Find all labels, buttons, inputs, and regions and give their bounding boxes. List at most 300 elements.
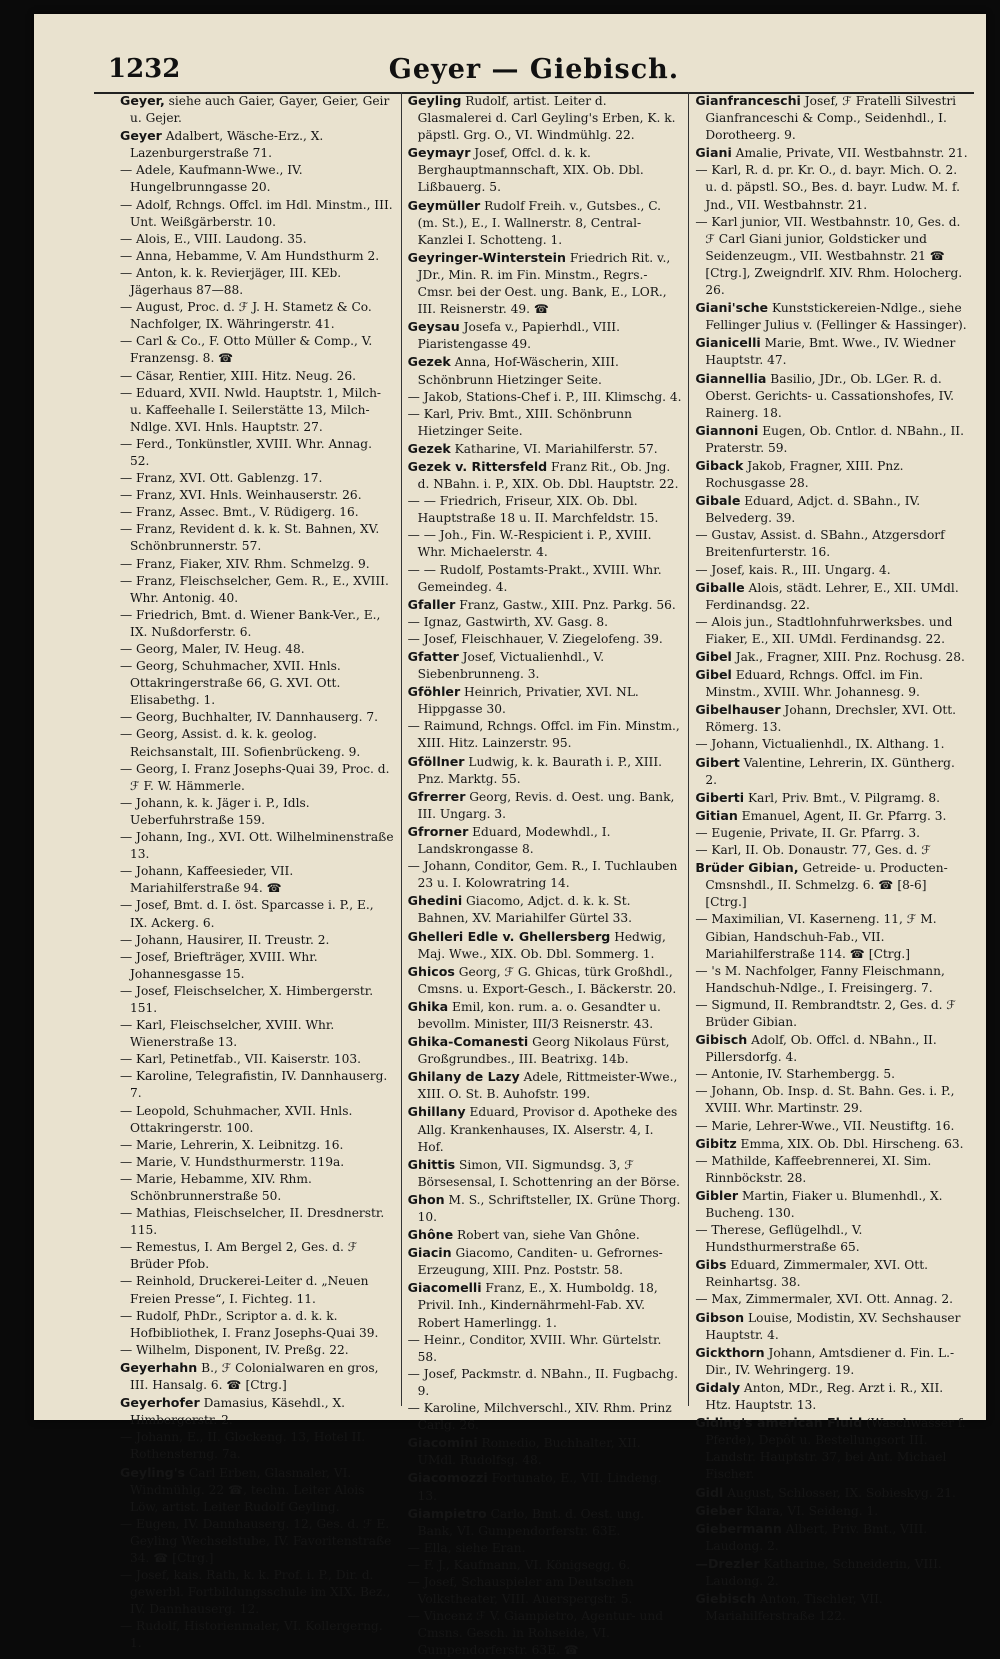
entry-details: Klara, VI. Seideng. 1. xyxy=(742,1503,879,1518)
directory-entry xyxy=(695,144,970,162)
entry-details: siehe auch Gaier, Gayer, Geier, Geir u. Gejer. xyxy=(130,94,390,126)
entry-surname: Gezek v. Rittersfeld xyxy=(407,458,548,474)
entry-surname: Giacomozzi xyxy=(407,1470,488,1486)
entry-details: Carl Erben, Glasmaler, VI. Windmühlg. 22 ☎, techn. Leiter Alois Löw, artist. Leiter Rudolf Geyling. xyxy=(130,1465,365,1514)
directory-entry xyxy=(408,493,683,527)
page-header xyxy=(94,52,974,94)
entry-details: — Rudolf, PhDr., Scriptor a. d. k. k. Hofbibliothek, I. Franz Josephs-Quai 39. xyxy=(120,1308,379,1340)
directory-entry xyxy=(408,1608,683,1659)
directory-entry xyxy=(408,249,683,318)
entry-details: — Eduard, XVII. Nwld. Hauptstr. 1, Milch- u. Kaffeehalle I. Seilerstätte 13, Milch-Ndlge. XVI. Hnls. Hauptstr. 27. xyxy=(120,385,382,434)
directory-entry xyxy=(120,299,395,333)
directory-entry xyxy=(695,789,970,807)
entry-details: — — Friedrich, Friseur, XIX. Ob. Dbl. Hauptstraße 18 u. II. Marchfeldstr. 15. xyxy=(407,494,659,526)
directory-entry xyxy=(408,1191,683,1226)
entry-surname: Gieber xyxy=(695,1502,743,1518)
entry-details: — Josef, Schauspieler am Deutschen Volkstheater, VIII. Auerspergstr. 5. xyxy=(407,1574,634,1607)
directory-entry xyxy=(408,389,683,406)
directory-entry xyxy=(408,92,683,144)
entry-surname: Gibel xyxy=(695,649,732,664)
directory-entry xyxy=(695,299,970,334)
directory-entry xyxy=(120,932,395,949)
entry-surname: Giacomini xyxy=(407,1435,478,1451)
entry-details: — Mathilde, Kaffeebrennerei, XI. Sim. Rinnböckstr. 28. xyxy=(695,1153,932,1185)
directory-entry xyxy=(695,1066,970,1083)
entry-details: Georg, Revis. d. Oest. ung. Bank, III. Ungarg. 3. xyxy=(417,789,675,821)
directory-entry xyxy=(695,911,970,962)
entry-details: Carlo, Bmt. d. Oest. ung. Bank, VI. Gumpendorferstr. 63E. xyxy=(417,1506,645,1538)
entry-surname: Ghika xyxy=(407,998,449,1014)
entry-details: — Sigmund, II. Rembrandtstr. 2, Ges. d. ℱ Brüder Gibian. xyxy=(695,997,956,1029)
entry-details: — Anna, Hebamme, V. Am Hundsthurm 2. xyxy=(120,248,380,263)
directory-entry xyxy=(120,1205,395,1239)
directory-entry xyxy=(695,1555,970,1590)
entry-surname: Giballe xyxy=(695,579,745,595)
entry-details: — Adolf, Rchngs. Offcl. im Hdl. Minstm., III. Unt. Weißgärberstr. 10. xyxy=(120,197,393,229)
entry-details: — Georg, Assist. d. k. k. geolog. Reichsanstalt, III. Sofienbrückeng. 9. xyxy=(120,727,361,759)
entry-details: — Marie, V. Hundsthurmerstr. 119a. xyxy=(120,1154,345,1169)
column-1 xyxy=(114,92,402,1651)
directory-entry xyxy=(695,648,970,666)
entry-details: — Alois, E., VIII. Laudong. 35. xyxy=(120,231,307,246)
directory-entry xyxy=(695,1187,970,1222)
directory-entry xyxy=(695,859,970,911)
entry-details: — Marie, Hebamme, XIV. Rhm. Schönbrunnerstraße 50. xyxy=(120,1171,312,1203)
entry-surname: Gfrerrer xyxy=(407,788,466,804)
directory-entry xyxy=(695,807,970,825)
entry-surname: Gibson xyxy=(695,1309,745,1325)
directory-entry xyxy=(120,709,395,726)
directory-entry xyxy=(120,333,395,367)
entry-details: — Georg, Schuhmacher, XVII. Hnls. Ottakringerstraße 66, G. XVI. Ott. Elisabethg. 1. xyxy=(120,659,341,708)
entry-surname: Geyling xyxy=(407,93,462,108)
directory-entry xyxy=(408,1400,683,1434)
entry-surname: Geyerhahn xyxy=(120,1359,198,1375)
entry-details: — Leopold, Schuhmacher, XVII. Hnls. Ottakringerstr. 100. xyxy=(120,1103,353,1135)
directory-entry xyxy=(695,736,970,753)
entry-details: — Raimund, Rchngs. Offcl. im Fin. Minstm., XIII. Hitz. Lainzerstr. 95. xyxy=(407,719,680,751)
directory-entry xyxy=(120,1154,395,1171)
directory-entry xyxy=(695,1083,970,1117)
entry-details: — August, Proc. d. ℱ J. H. Stametz & Co. Nachfolger, IX. Währingerstr. 41. xyxy=(120,300,372,332)
entry-details: — Georg, I. Franz Josephs-Quai 39, Proc. d. ℱ F. W. Hämmerle. xyxy=(120,761,390,793)
directory-entry xyxy=(695,1118,970,1135)
entry-details: — Franz, Fleischselcher, Gem. R., E., XVIII. Whr. Antonig. 40. xyxy=(120,573,389,605)
entry-details: — Franz, Fiaker, XIV. Rhm. Schmelzg. 9. xyxy=(120,556,370,571)
directory-entry xyxy=(408,963,683,998)
column-3 xyxy=(689,92,976,1624)
directory-entry xyxy=(120,1273,395,1307)
directory-entry xyxy=(408,614,683,631)
entry-surname: Giani'sche xyxy=(695,300,769,316)
entry-details: Martin, Fiaker u. Blumenhdl., X. Bucheng. 130. xyxy=(705,1188,943,1220)
directory-entry xyxy=(120,658,395,709)
entry-details: Giacomo, Adjct. d. k. k. St. Bahnen, XV. Mariahilfer Gürtel 33. xyxy=(417,894,632,926)
entry-details: — Adele, Kaufmann-Wwe., IV. Hungelbrunngasse 20. xyxy=(120,163,303,195)
directory-entry xyxy=(408,1156,683,1191)
directory-entry xyxy=(408,631,683,648)
directory-entry xyxy=(695,370,970,422)
directory-entry xyxy=(695,1344,970,1379)
entry-details: Romedio, Buchhalter, XII. UMdl. Rudolfsg. 48. xyxy=(417,1436,641,1468)
entry-details: — Karl junior, VII. Westbahnstr. 10, Ges. d. ℱ Carl Giani junior, Goldsticker und Seidenzeugm., VII. Westbahnstr. 21 ☎ [Ctrg.], Zweigndrlf. XIV. Rhm. Holocherg. 26. xyxy=(695,214,963,298)
entry-details: — Jakob, Stations-Chef i. P., III. Klimschg. 4. xyxy=(407,389,682,404)
entry-details: — — Joh., Fin. W.-Respicient i. P., XVIII. Whr. Michaelerstr. 4. xyxy=(407,528,652,560)
directory-entry xyxy=(695,1031,970,1066)
entry-details: M. S., Schriftsteller, IX. Grüne Thorg. 10. xyxy=(417,1192,681,1224)
directory-entry xyxy=(408,858,683,892)
entry-details: — Franz, Revident d. k. k. St. Bahnen, XV. Schönbrunnerstr. 57. xyxy=(120,522,380,554)
entry-surname: Gfrorner xyxy=(407,823,469,839)
entry-details: — Gustav, Assist. d. SBahn., Atzgersdorf Breitenfurterstr. 16. xyxy=(695,528,945,560)
directory-entry xyxy=(408,788,683,823)
entry-details: Ludwig, k. k. Baurath i. P., XIII. Pnz. Marktg. 55. xyxy=(417,754,663,786)
directory-entry xyxy=(408,1366,683,1400)
entry-details: — Johann, Hausirer, II. Treustr. 2. xyxy=(120,932,330,947)
entry-surname: Gibs xyxy=(695,1257,727,1273)
entry-details: — Max, Zimmermaler, XVI. Ott. Annag. 2. xyxy=(695,1292,953,1307)
entry-surname: Ghon xyxy=(407,1191,445,1207)
directory-page xyxy=(34,14,986,1658)
entry-surname: Ghelleri Edle v. Ghellersberg xyxy=(407,928,611,944)
directory-entry xyxy=(695,842,970,859)
entry-surname: Ghône xyxy=(407,1227,454,1243)
directory-entry xyxy=(408,1574,683,1608)
entry-details: Jak., Fragner, XIII. Pnz. Rochusg. 28. xyxy=(731,650,965,664)
entry-details: Friedrich Rit. v., JDr., Min. R. im Fin. Minstm., Regrs.-Cmsr. bei der Oest. ung. Bank, E., LOR., III. Reisnerstr. 49. ☎ xyxy=(417,250,671,317)
directory-entry xyxy=(120,949,395,983)
entry-details: — Maximilian, VI. Kaserneng. 11, ℱ M. Gibian, Handschuh-Fab., VII. Mariahilferstraße 114. ☎ [Ctrg.] xyxy=(695,912,937,961)
entry-details: Georg Nikolaus Fürst, Großgrundbes., III. Beatrixg. 14b. xyxy=(417,1035,670,1067)
entry-surname: Geyling's xyxy=(120,1464,186,1480)
directory-entry xyxy=(120,795,395,829)
entry-details: — Johann, Ob. Insp. d. St. Bahn. Ges. i. P., XVIII. Whr. Martinstr. 29. xyxy=(695,1084,955,1116)
entry-details: Eduard, Rchngs. Offcl. im Fin. Minstm., XVIII. Whr. Johannesg. 9. xyxy=(705,668,923,700)
entry-details: — Ignaz, Gastwirth, XV. Gasg. 8. xyxy=(407,614,608,629)
entry-details: Eduard, Adjct. d. SBahn., IV. Belvederg. 39. xyxy=(705,494,921,526)
directory-entry xyxy=(120,436,395,470)
directory-entry xyxy=(695,701,970,736)
directory-entry xyxy=(695,579,970,614)
directory-entry xyxy=(695,1222,970,1256)
directory-entry xyxy=(695,162,970,213)
entry-details: Johann, Drechsler, XVI. Ott. Römerg. 13. xyxy=(705,703,957,735)
entry-details: Emanuel, Agent, II. Gr. Pfarrg. 3. xyxy=(737,808,947,823)
entry-details: — Eugen, IV. Dannhauserg. 12, Ges. d. ℱ E. Geyling Wechselstube, IV. Favoritenstraße 34. ☎ [Ctrg.] xyxy=(120,1516,392,1565)
entry-details: B., ℱ Colonialwaren en gros, III. Hansalg. 6. ☎ [Ctrg.] xyxy=(130,1360,379,1393)
entry-surname: Giding's american Fluid xyxy=(695,1415,863,1431)
entry-details: Adolf, Ob. Offcl. d. NBahn., II. Pillersdorfg. 4. xyxy=(705,1033,937,1065)
entry-details: — Johann, Ing., XVI. Ott. Wilhelminenstraße 13. xyxy=(120,830,394,862)
directory-entry xyxy=(695,825,970,842)
entry-details: Louise, Modistin, XV. Sechshauser Hauptstr. 4. xyxy=(705,1310,961,1342)
directory-entry xyxy=(408,1033,683,1068)
entry-details: Adalbert, Wäsche-Erz., X. Lazenburgerstraße 71. xyxy=(130,129,324,161)
entry-details: Katharine, VI. Mariahilferstr. 57. xyxy=(450,441,658,456)
entry-details: Robert van, siehe Van Ghône. xyxy=(453,1228,640,1243)
directory-entry xyxy=(695,1484,970,1502)
entry-details: Josef, Victualienhdl., V. Siebenbrunneng. 3. xyxy=(417,650,605,682)
directory-entry xyxy=(408,1540,683,1557)
column-2 xyxy=(402,92,690,1658)
entry-surname: Giannoni xyxy=(695,422,759,438)
entry-surname: Gidl xyxy=(695,1484,724,1500)
directory-entry xyxy=(695,1256,970,1291)
directory-entry xyxy=(120,863,395,897)
entry-details: August, Schlosser, IX. Sobieskyg. 21. xyxy=(723,1485,956,1500)
directory-entry xyxy=(120,726,395,760)
directory-entry xyxy=(120,1308,395,1342)
entry-details: — Vincenz ℱ V. Giampietro, Agentur- und Cmsns. Gesch. in Rohseide, VI. Gumpendorferstr. 63E. ☎ xyxy=(407,1609,664,1658)
entry-details: — Reinhold, Druckerei-Leiter d. „Neuen Freien Presse“, I. Fichteg. 11. xyxy=(120,1274,369,1306)
directory-entry xyxy=(120,1137,395,1154)
directory-entry xyxy=(695,457,970,492)
directory-entry xyxy=(120,368,395,385)
entry-details: — Karl, Petinetfab., VII. Kaiserstr. 103. xyxy=(120,1052,361,1067)
directory-entry xyxy=(695,527,970,561)
directory-entry xyxy=(120,470,395,487)
directory-entry xyxy=(120,162,395,196)
entry-details: Anna, Hof-Wäscherin, XIII. Schönbrunn Hietzinger Seite. xyxy=(417,355,619,387)
entry-details: Johann, Amtsdiener d. Fin. L.-Dir., IV. Wehringerg. 19. xyxy=(705,1345,955,1377)
entry-details: — Johann, Victualienhdl., IX. Althang. 1. xyxy=(695,737,945,752)
directory-entry xyxy=(408,562,683,596)
entry-details: — Antonie, IV. Starhembergg. 5. xyxy=(695,1067,896,1082)
entry-details: — Johann, k. k. Jäger i. P., Idls. Ueberfuhrstraße 159. xyxy=(120,795,310,827)
directory-entry xyxy=(120,504,395,521)
entry-details: — Remestus, I. Am Bergel 2, Ges. d. ℱ Brüder Pfob. xyxy=(120,1240,358,1272)
directory-entry xyxy=(695,1502,970,1520)
directory-entry xyxy=(120,1068,395,1102)
entry-details: Kunststickereien-Ndlge., siehe Fellinger Julius v. (Fellinger & Hassinger). xyxy=(705,301,967,333)
entry-details: — Karl, R. d. pr. Kr. O., d. bayr. Mich. O. 2. u. d. päpstl. SO., Bes. d. bayr. Ludw. M. f. Jnd., VII. Westbahnstr. 21. xyxy=(695,163,960,212)
entry-details: Josefa v., Papierhdl., VIII. Piaristengasse 49. xyxy=(417,320,620,352)
directory-entry xyxy=(695,963,970,997)
entry-surname: Ghika-Comanesti xyxy=(407,1034,529,1050)
directory-entry xyxy=(695,334,970,369)
directory-entry xyxy=(120,1342,395,1359)
entry-details: — Josef, Packmstr. d. NBahn., II. Fugbachg. 9. xyxy=(407,1366,678,1398)
entry-details: — Karl, Priv. Bmt., XIII. Schönbrunn Hietzinger Seite. xyxy=(407,406,632,438)
entry-surname: Geyerhofer xyxy=(120,1395,200,1411)
directory-entry xyxy=(695,754,970,789)
entry-surname: Gibitz xyxy=(695,1135,737,1151)
directory-entry xyxy=(695,1291,970,1308)
entry-surname: Ghittis xyxy=(407,1156,456,1172)
entry-surname: Giani xyxy=(695,145,732,161)
directory-entry xyxy=(408,1279,683,1331)
entry-details: Fortunato, E., VII. Lindeng. 13. xyxy=(417,1471,662,1503)
entry-details: Franz, Gastw., XIII. Pnz. Parkg. 56. xyxy=(455,597,676,612)
entry-surname: Geymüller xyxy=(407,197,481,213)
entry-surname: Gfaller xyxy=(407,596,456,612)
directory-entry xyxy=(695,214,970,299)
directory-entry xyxy=(408,1434,683,1469)
directory-entry xyxy=(120,385,395,436)
entry-details: — Marie, Lehrer-Wwe., VII. Neustiftg. 16. xyxy=(695,1118,955,1133)
directory-entry xyxy=(408,998,683,1033)
entry-surname: Gibert xyxy=(695,754,740,770)
entry-details: Eduard, Provisor d. Apotheke des Allg. Krankenhauses, IX. Alserstr. 4, I. Hof. xyxy=(417,1105,678,1154)
entry-details: Valentine, Lehrerin, IX. Güntherg. 2. xyxy=(705,755,955,787)
entry-details: — Georg, Buchhalter, IV. Dannhauserg. 7. xyxy=(120,710,378,725)
entry-surname: Giacin xyxy=(407,1245,452,1261)
entry-details: — Josef, Fleischselcher, X. Himbergerstr. 151. xyxy=(120,983,374,1015)
directory-entry xyxy=(408,1103,683,1155)
page-number: 1232 xyxy=(108,54,181,84)
entry-details: Heinrich, Privatier, XVI. NL. Hippgasse 30. xyxy=(417,685,639,717)
entry-details: — Josef, Briefträger, XVIII. Whr. Johannesgasse 15. xyxy=(120,949,318,981)
entry-details: — Heinr., Conditor, XVIII. Whr. Gürtelstr. 58. xyxy=(407,1332,662,1364)
entry-details: Josef, Offcl. d. k. k. Berghauptmannschaft, XIX. Ob. Dbl. Lißbauerg. 5. xyxy=(417,146,644,195)
directory-entry xyxy=(408,892,683,927)
entry-details: Josef, ℱ Fratelli Silvestri Gianfranceschi & Comp., Seidenhdl., I. Dorotheerg. 9. xyxy=(705,94,957,143)
directory-entry xyxy=(695,1520,970,1555)
entry-details: — Karl, II. Ob. Donaustr. 77, Ges. d. ℱ xyxy=(695,843,931,858)
directory-entry xyxy=(408,683,683,718)
directory-entry xyxy=(120,1394,395,1429)
directory-entry xyxy=(120,92,395,127)
directory-entry xyxy=(408,753,683,788)
entry-details: Emma, XIX. Ob. Dbl. Hirscheng. 63. xyxy=(736,1136,964,1151)
entry-details: Jakob, Fragner, XIII. Pnz. Rochusgasse 28. xyxy=(705,458,904,491)
entry-details: — Johann, Kaffeesieder, VII. Mariahilferstraße 94. ☎ xyxy=(120,864,294,896)
entry-details: — Franz, XVI. Hnls. Weinhauserstr. 26. xyxy=(120,488,362,503)
entry-details: Eugen, Ob. Cntlor. d. NBahn., II. Praterstr. 59. xyxy=(705,423,964,455)
directory-entry xyxy=(120,829,395,863)
directory-entry xyxy=(408,440,683,458)
directory-entry xyxy=(408,1557,683,1574)
directory-entry xyxy=(408,1332,683,1366)
entry-surname: Giacomelli xyxy=(407,1280,482,1296)
directory-entry xyxy=(120,1429,395,1463)
directory-entry xyxy=(695,666,970,701)
directory-entry xyxy=(120,1567,395,1618)
entry-details: Eduard, Zimmermaler, XVI. Ott. Reinhartsg. 38. xyxy=(705,1258,928,1290)
entry-details: Franz Rit., Ob. Jng. d. NBahn. i. P., XIX. Ob. Dbl. Hauptstr. 22. xyxy=(417,459,679,492)
entry-details: — Josef, kais. R., III. Ungarg. 4. xyxy=(695,562,891,577)
running-head: Geyer — Giebisch. xyxy=(388,54,680,85)
columns xyxy=(114,92,976,1658)
entry-details: — Therese, Geflügelhdl., V. Hundsthurmerstraße 65. xyxy=(695,1223,863,1255)
directory-entry xyxy=(408,353,683,388)
directory-entry xyxy=(695,422,970,457)
directory-entry xyxy=(695,1309,970,1344)
entry-details: — Friedrich, Bmt. d. Wiener Bank-Ver., E., IX. Nußdorferstr. 6. xyxy=(120,607,381,639)
entry-surname: Giampietro xyxy=(407,1505,487,1521)
directory-entry xyxy=(120,573,395,607)
directory-entry xyxy=(695,1379,970,1414)
entry-surname: Gianfranceschi xyxy=(695,93,801,108)
entry-surname: Gibler xyxy=(695,1187,739,1203)
directory-entry xyxy=(408,318,683,353)
directory-entry xyxy=(408,144,683,196)
entry-details: — Karoline, Milchverschl., XIV. Rhm. Prinz Carlg. 26. xyxy=(407,1401,672,1433)
entry-surname: Gickthorn xyxy=(695,1344,765,1360)
directory-entry xyxy=(120,197,395,231)
directory-entry xyxy=(120,265,395,299)
directory-entry xyxy=(120,248,395,265)
directory-entry xyxy=(695,492,970,527)
directory-entry xyxy=(120,1464,395,1516)
directory-entry xyxy=(408,527,683,561)
entry-details: — Ferd., Tonkünstler, XVIII. Whr. Annag. 52. xyxy=(120,436,372,468)
entry-surname: Geyer xyxy=(120,128,162,144)
entry-surname: Giebermann xyxy=(695,1520,782,1536)
entry-details: — Franz, XVI. Ott. Gablenzg. 17. xyxy=(120,471,323,486)
entry-details: — Anton, k. k. Revierjäger, III. KEb. Jägerhaus 87—88. xyxy=(120,265,342,298)
entry-surname: Gibel xyxy=(695,667,732,683)
entry-details: Alois, städt. Lehrer, E., XII. UMdl. Ferdinandsg. 22. xyxy=(705,580,959,612)
directory-entry xyxy=(120,1103,395,1137)
entry-details: — Carl & Co., F. Otto Müller & Comp., V. Franzensg. 8. ☎ xyxy=(120,334,373,366)
entry-surname: Giannellia xyxy=(695,370,767,386)
directory-entry xyxy=(120,607,395,641)
entry-surname: Ghedini xyxy=(407,893,463,909)
directory-entry xyxy=(120,127,395,162)
entry-details: Rudolf Freih. v., Gutsbes., C. (m. St.), E., I. Wallnerstr. 8, Central-Kanzlei I. Schotteng. 1. xyxy=(417,198,661,247)
entry-surname: Gezek xyxy=(407,440,451,456)
entry-details: — Karl, Fleischselcher, XVIII. Whr. Wienerstraße 13. xyxy=(120,1018,335,1050)
directory-entry xyxy=(695,562,970,579)
entry-surname: Geymayr xyxy=(407,145,471,161)
directory-entry xyxy=(695,997,970,1031)
entry-details: Anton, Tischler, VII. Mariahilferstraße 122. xyxy=(705,1592,883,1624)
entry-surname: Brüder Gibian, xyxy=(695,860,799,876)
entry-surname: Gfatter xyxy=(407,649,459,664)
directory-entry xyxy=(120,1359,395,1394)
entry-details: Basilio, JDr., Ob. LGer. R. d. Oberst. Gerichts- u. Cassationshofes, IV. Rainerg. 18. xyxy=(705,371,955,420)
entry-surname: Giberti xyxy=(695,789,745,805)
directory-entry xyxy=(120,487,395,504)
directory-entry xyxy=(120,231,395,248)
entry-surname: Geyringer-Winterstein xyxy=(407,249,566,265)
entry-surname: —Drezler xyxy=(695,1555,760,1571)
entry-surname: Giebisch xyxy=(695,1591,756,1607)
directory-entry xyxy=(120,1239,395,1273)
directory-entry xyxy=(408,928,683,963)
entry-details: — Alois jun., Stadtlohnfuhrwerksbes. und Fiaker, E., XII. UMdl. Ferdinandsg. 22. xyxy=(695,614,953,646)
entry-surname: Gianicelli xyxy=(695,335,761,351)
directory-entry xyxy=(408,1505,683,1540)
entry-details: Rudolf, artist. Leiter d. Glasmalerei d. Carl Geyling's Erben, K. k. päpstl. Grg. O., VI. Windmühlg. 22. xyxy=(417,94,676,143)
directory-entry xyxy=(120,1171,395,1205)
entry-details: — Johann, Conditor, Gem. R., I. Tuchlauben 23 u. I. Kolowratring 14. xyxy=(407,859,678,891)
entry-surname: Geyer, xyxy=(120,93,165,108)
entry-surname: Gibelhauser xyxy=(695,702,781,718)
directory-entry xyxy=(120,521,395,555)
directory-entry xyxy=(120,641,395,658)
directory-entry xyxy=(408,458,683,493)
entry-details: — Mathias, Fleischselcher, II. Dresdnerstr. 115. xyxy=(120,1206,385,1238)
entry-details: — Rudolf, Historienmaler, VI. Kollergerng. 1. xyxy=(120,1619,383,1651)
entry-details: Georg, ℱ G. Ghicas, türk Großhdl., Cmsns. u. Export-Gesch., I. Bäckerstr. 20. xyxy=(417,964,677,996)
directory-entry xyxy=(120,761,395,795)
entry-details: — Franz, Assec. Bmt., V. Rüdigerg. 16. xyxy=(120,505,359,520)
entry-details: — Josef, Fleischhauer, V. Ziegelofeng. 39. xyxy=(407,631,663,646)
directory-entry xyxy=(120,1618,395,1652)
entry-details: — Georg, Maler, IV. Heug. 48. xyxy=(120,642,305,656)
directory-entry xyxy=(408,823,683,858)
directory-entry xyxy=(695,1135,970,1153)
entry-details: (Waschwasser f. Pferde), Depôt u. Bestellungsort III. Landstr. Hauptstr. 37, bei Ant. Michael Fischer. xyxy=(705,1416,966,1482)
entry-details: Simon, VII. Sigmundsg. 3, ℱ Börsesensal, I. Schottenring an der Börse. xyxy=(417,1157,680,1189)
directory-entry xyxy=(408,718,683,752)
directory-entry xyxy=(120,1516,395,1567)
entry-details: Katharine, Schneiderin, VIII. Laudong. 2. xyxy=(705,1556,942,1588)
directory-entry xyxy=(408,1226,683,1244)
entry-details: — Josef, kais. Rath, k. k. Prof. i. P., Dir. d. gewerbl. Fortbildungsschule im XIX. Bez., IV. Dannhauserg. 12. xyxy=(120,1568,391,1617)
